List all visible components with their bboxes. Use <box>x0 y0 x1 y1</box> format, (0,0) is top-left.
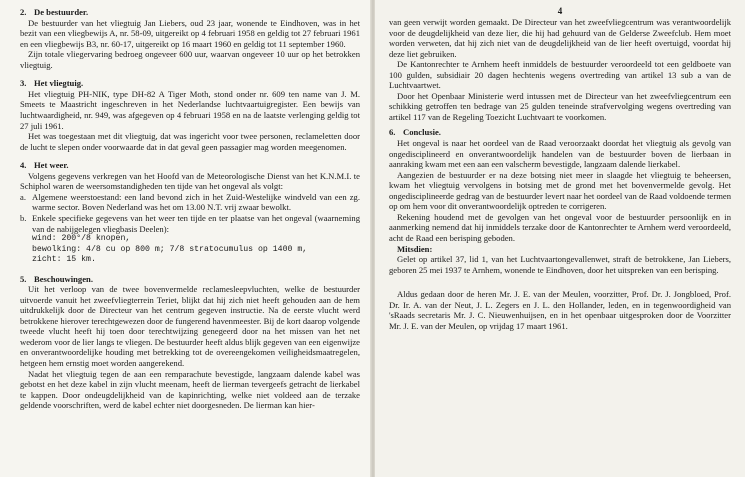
section-number: 6. <box>389 127 396 138</box>
paragraph: Het vliegtuig PH-NIK, type DH-82 A Tiger Moth, stond onder nr. 609 ten name van J. M. Smeets te Maastricht ingeschreven in het Nederlandse luchtvaartuigregister. Een bewijs van luchtwaardigheid, nr. 949, was afgegeven op 4 februari 1958 en na de laatste verlenging geldig tot 27 juli 1961. <box>20 88 360 131</box>
weather-clouds: bewolking: 4/8 cu op 800 m; 7/8 stratocumulus op 1400 m, <box>32 244 308 254</box>
list-item <box>20 213 360 234</box>
paragraph: De bestuurder van het vliegtuig Jan Liebers, oud 23 jaar, wonende te Eindhoven, was in het bezit van een vliegbewijs A, nr. 58-09, uitgereikt op 4 februari 1958 en geldig tot 27 februari 1961 en een vliegbewijs B3, nr. 60-17, uitgereikt op 16 maart 1960 en geldig tot 11 september 1960. <box>20 17 360 49</box>
section-heading <box>389 127 731 138</box>
section-title: Het vliegtuig. <box>34 78 84 89</box>
verdict: Gelet op artikel 37, lid 1, van het Luchtvaartongevallenwet, straft de betrokkene, Jan Liebers, geboren 25 mei 1937 te Arnhem, wonende te Eindhoven, door het uitspreken van een berisping. <box>389 254 731 275</box>
list-label: a. <box>20 191 26 202</box>
paragraph: Het ongeval is naar het oordeel van de Raad veroorzaakt doordat het vliegtuig als gevolg van ongedisciplineerd en onverantwoordelijk handelen van de bestuurder boven de lierbaan in aanraking kwam met een aan een valscherm bevestigde, langzaam dalende lierkabel. <box>389 138 731 170</box>
paragraph: Aangezien de bestuurder er na deze botsing niet meer in slaagde het vliegtuig te beheersen, kwam het vliegtuig vervolgens in botsing met de grond met het bovenvermelde gevolg. Het ongedisciplineerde gedrag van de bestuurder levert naar het oordeel van de Raad voldoende termen op om hem voor dit onverantwoordelijk optreden te corrigeren. <box>389 169 731 212</box>
section-number: 4. <box>20 160 27 171</box>
section-title: Conclusie. <box>403 127 441 138</box>
weather-visibility: zicht: 15 km. <box>32 255 96 265</box>
list-text: Enkele specifieke gegevens van het weer ten tijde en ter plaatse van het ongeval (waarneming van de nabijgelegen vliegbasis Deelen): <box>32 212 360 234</box>
paragraph: Zijn totale vliegervaring bedroeg ongeveer 600 uur, waarvan ongeveer 10 uur op het betrokken vliegtuig. <box>20 49 360 70</box>
section-heading <box>20 7 360 18</box>
section-heading <box>20 274 360 285</box>
paragraph: Volgens gegevens verkregen van het Hoofd van de Meteorologische Dienst van het K.N.M.I. te Schiphol waren de weersomstandigheden ten tijde van het ongeval als volgt: <box>20 170 360 192</box>
paragraph: Nadat het vliegtuig tegen de aan een remparachute bevestigde, langzaam dalende kabel was gebotst en het deze kabel in zijn vlucht meenam, heeft de lierman tevergeefs getracht de lierkabel te kappen. Door ondeugdelijkheid van de kapinrichting, welke niet voldeed aan de terzake geldende voorschriften, werd de kabel echter niet doorgesneden. De lierman kan hier- <box>20 368 360 411</box>
section-title: De bestuurder. <box>34 7 89 17</box>
paragraph: De Kantonrechter te Arnhem heeft inmiddels de bestuurder veroordeeld tot een geldboete van 100 gulden, subsidiair 20 dagen hechtenis wegens overtreding van artikel 13 sub a van de Luchtvaartwet. <box>389 59 731 91</box>
paragraph: Rekening houdend met de gevolgen van het ongeval voor de bestuurder persoonlijk en in aanmerking nemend dat hij inmiddels terzake door de Kantonrechter te Arnhem werd veroordeeld, acht de Raad een berisping geboden. <box>389 211 731 243</box>
page-number: 4 <box>557 6 563 16</box>
list-text: Algemene weerstoestand: een land bevond zich in het Zuid-Westelijke windveld van een zg. warme sector. Boven Nederland was het om 13.00 N.T. vrij zwaar bewolkt. <box>32 191 360 213</box>
weather-wind: wind: 200°/8 knopen, <box>32 234 131 244</box>
mitsdien-label: Mitsdien: <box>397 243 433 254</box>
section-number: 5. <box>20 273 27 284</box>
list-label: b. <box>20 212 27 223</box>
paragraph: van geen verwijt worden gemaakt. De Directeur van het zweefvliegcentrum was verantwoordelijk voor de deugdelijkheid van deze lier, die hij had gehuurd van de Gelderse Zweefclub. Hem moet worden verweten, dat hij zich niet van de deugdelijkheid van de lier heeft overtuigd, voordat hij deze liet gebruiken. <box>389 17 731 59</box>
section-number: 3. <box>20 78 27 89</box>
closing-paragraph: Aldus gedaan door de heren Mr. J. E. van der Meulen, voorzitter, Prof. Dr. J. Jongbloed, Prof. Dr. Ir. A. van der Neut, J. L. Zegers en J. L. den Hollander, leden, en in tegenwoordigheid van 'sRaads secretaris Mr. J. C. Nieuwenhuijsen, en in het openbaar uitgesproken door de Voorzitter Mr. J. E. van der Meulen, op vrijdag 17 maart 1961. <box>389 289 731 331</box>
section-number: 2. <box>20 7 27 17</box>
section-heading <box>20 160 360 171</box>
right-page <box>375 0 745 477</box>
section-title: Beschouwingen. <box>34 273 93 284</box>
paragraph: Uit het verloop van de twee bovenvermelde reclamesleepvluchten, welke de bestuurder uitvoerde vanuit het zweefvliegterrein Teriet, blijkt dat hij zich niet heeft gehouden aan de hem uitdrukkelijk door de Directeur van het centrum gegeven instructie. Na de eerste vlucht werd betrokkene hierover terechtgewezen door de fungerend havenmeester. Bij de kort daarop volgende tweede vlucht heeft hij toen door terechtwijzing genegeerd door na het missen van het net wederom voor de lier langs te vliegen. De bestuurder heeft aldus blijk gegeven van een eigenwijze en onverantwoordelijke houding met betrekking tot de overeengekomen veiligheidsmaatregelen, hetgeen hem ernstig moet worden aangerekend. <box>20 284 360 368</box>
list-item <box>20 192 360 213</box>
left-page <box>0 0 372 477</box>
paragraph: Het was toegestaan met dit vliegtuig, dat was ingericht voor twee personen, reclameletten door de lucht te slepen onder voorwaarde dat in dat geval geen passagier mag worden meegenomen. <box>20 131 360 152</box>
paragraph: Door het Openbaar Ministerie werd intussen met de Directeur van het zweefvliegcentrum een schikking getroffen ten bedrage van 25 gulden teneinde strafvervolging wegens overtreding van artikel 117 van de Regeling Toezicht Luchtvaart te voorkomen. <box>389 90 731 122</box>
section-heading <box>20 78 360 89</box>
section-title: Het weer. <box>34 160 69 171</box>
